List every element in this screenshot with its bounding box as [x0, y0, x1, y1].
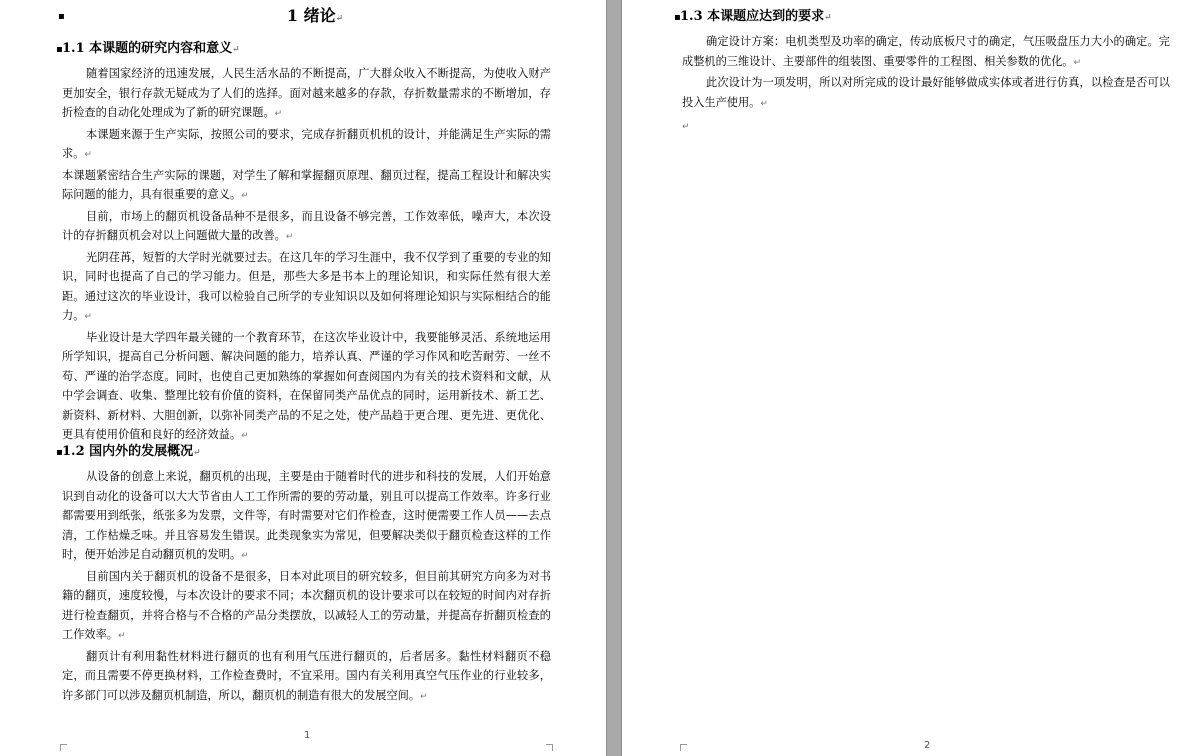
- page-number: 1: [304, 730, 311, 741]
- section-1-3-body: [682, 32, 1170, 114]
- paragraph: 本课题来源于生产实际，按照公司的要求，完成存折翻页机机的设计，并能满足生产实际的需求。↵: [62, 127, 551, 160]
- paragraph: 光阴荏苒，短暂的大学时光就要过去。在这几年的学习生涯中，我不仅学到了重要的专业的知识，同时也提高了自己的学习能力。但是，那些大多是书本上的理论知识，和实际任然有很大差距。通过这次的毕业设计，我可以检验自己所学的专业知识以及如何将理论知识与实际相结合的能力。↵: [62, 250, 551, 322]
- paragraph: 从设备的创意上来说，翻页机的出现，主要是由于随着时代的进步和科技的发展，人们开始意识到自动化的设备可以大大节省由人工工作所需的要的劳动量，别且可以提高工作效率。许多行业都需要用到纸张，纸张多为发票，文件等，有时需要对它们作检查，这时便需要工作人员——去点清，工作枯燥乏味。并且容易发生错误。此类现象实为常见，但要解决类似于翻页检查这样的工作时，便开始涉足自动翻页机的发明。↵: [62, 470, 551, 561]
- section-1-1-body: [62, 64, 551, 447]
- section-1-2-body: [62, 467, 551, 707]
- empty-paragraph-mark: ↵: [682, 122, 690, 132]
- margin-corner-mark: [546, 744, 553, 751]
- section-heading-1-1: 1.1 本课题的研究内容和意义↵: [62, 41, 240, 56]
- margin-corner-mark: [60, 744, 67, 751]
- list-bullet: ▪: [674, 12, 681, 23]
- section-heading-1-3: 1.3 本课题应达到的要求↵: [680, 9, 832, 24]
- list-bullet: ▪: [56, 447, 63, 458]
- paragraph: 确定设计方案：电机类型及功率的确定，传动底板尺寸的确定，气压吸盘压力大小的确定。完成整机的三维设计、主要部件的组装图、重要零件的工程图、相关参数的优化。↵: [682, 35, 1170, 68]
- margin-corner-mark: [680, 744, 687, 751]
- paragraph: 毕业设计是大学四年最关键的一个教育环节，在这次毕业设计中，我要能够灵活、系统地运用所学知识，提高自己分析问题、解决问题的能力，培养认真、严谨的学习作风和吃苦耐劳、一丝不苟、严谨的治学态度。同时，也使自己更加熟练的掌握如何查阅国内为有关的技术资料和文献，从中学会调查、收集、整理比较有价值的资料，在保留同类产品优点的同时，运用新技术、新工艺、新资料、新材料、大胆创新，以弥补同类产品的不足之处，使产品趋于更合理、更先进、更优化、更具有使用价值和良好的经济效益。↵: [62, 330, 551, 441]
- paragraph: 本课题紧密结合生产实际的课题，对学生了解和掌握翻页原理、翻页过程，提高工程设计和解决实际问题的能力，具有很重要的意义。↵: [62, 168, 551, 201]
- chapter-title: 1 绪论↵: [286, 6, 344, 25]
- paragraph: 翻页计有利用黏性材料进行翻页的也有利用气压进行翻页的，后者居多。黏性材料翻页不稳定，而且需要不停更换材料，工作检查费时，不宜采用。国内有关利用真空气压作业的行业较多，许多部门可以涉及翻页机制造，所以，翻页机的制造有很大的发展空间。↵: [62, 649, 551, 702]
- paragraph: 目前，市场上的翻页机设备品种不是很多，而且设备不够完善，工作效率低，噪声大，本次设计的存折翻页机会对以上问题做大量的改善。↵: [62, 209, 551, 242]
- list-bullet: ▪: [56, 44, 63, 55]
- page-number: 2: [924, 740, 931, 751]
- document-page-2: [622, 0, 1194, 756]
- list-bullet: ▪: [58, 11, 65, 22]
- paragraph: 随着国家经济的迅速发展，人民生活水品的不断提高，广大群众收入不断提高，为使收入财产更加安全，银行存款无疑成为了人们的选择。面对越来越多的存款，存折数量需求的不断增加，存折检查的自动化处理成为了新的研究课题。↵: [62, 67, 551, 119]
- paragraph: 此次设计为一项发明，所以对所完成的设计最好能够做成实体或者进行仿真，以检查是否可以投入生产使用。↵: [682, 76, 1170, 109]
- section-heading-1-2: 1.2 国内外的发展概况↵: [62, 444, 201, 459]
- page-gap: [606, 0, 622, 756]
- paragraph: 目前国内关于翻页机的设备不是很多，日本对此项目的研究较多，但目前其研究方向多为对书籍的翻页，速度较慢，与本次设计的要求不同；本次翻页机的设计要求可以在较短的时间内对存折进行检查翻页，并将合格与不合格的产品分类摆放，以减轻人工的劳动量，并提高存折翻页检查的工作效率。↵: [62, 569, 551, 641]
